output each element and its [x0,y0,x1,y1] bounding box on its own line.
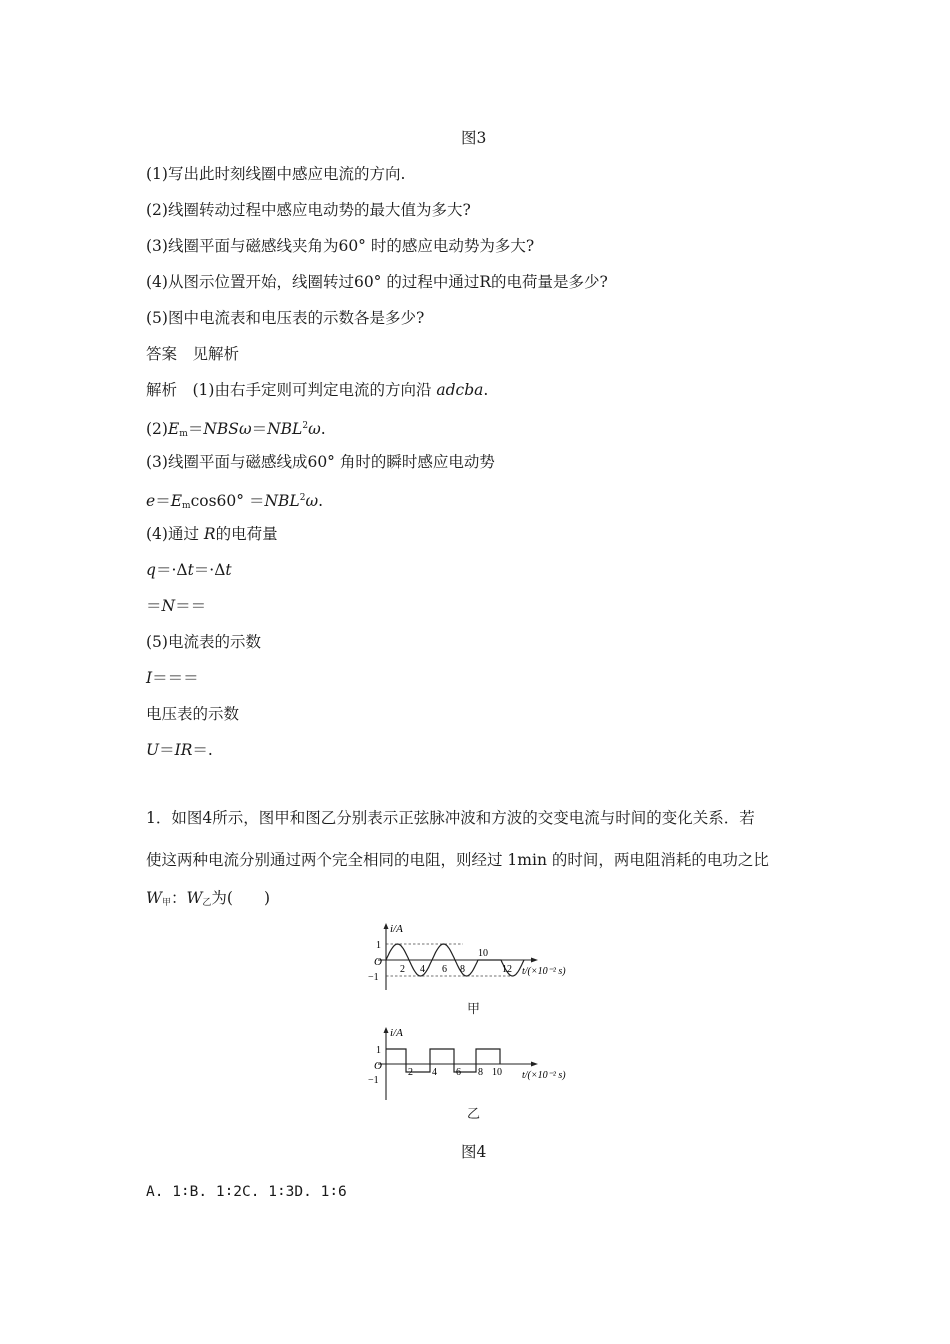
yi-origin: O [374,1060,382,1072]
problem-1-line-2: 使这两种电流分别通过两个完全相同的电阻，则经过 1min 的时间，两电阻消耗的电功之比 [146,851,769,869]
solution-step-4-formula-2: ＝N＝＝ [146,597,207,615]
problem-1-line-1: 1．如图4所示，图甲和图乙分别表示正弦脉冲波和方波的交变电流与时间的变化关系．若 [146,809,755,827]
yi-y-axis-label: i/A [390,1027,403,1039]
solution-step-4-formula-1: q＝·Δt＝·Δt [146,561,232,579]
yi-x-tick-6: 6 [456,1067,461,1078]
solution-step-4-text: (4)通过 R的电荷量 [146,525,278,543]
solution-step-3-formula: $e=E_m\cos 60^\circ =NBL^2\omega$. [146,492,324,511]
yi-x-tick-10: 10 [492,1067,502,1078]
answer-line: 答案 见解析 [146,345,240,363]
jia-tick-1: 1 [376,940,381,951]
answer-options: A. 1∶B. 1∶2C. 1∶3D. 1∶6 [146,1184,347,1200]
jia-x-tick-12: 12 [502,964,512,975]
figure-jia-label: 甲 [467,1002,481,1017]
jia-y-arrow [384,923,389,929]
yi-x-tick-4: 4 [432,1067,437,1078]
jia-x-axis-label: t/(×10⁻² s) [522,966,566,977]
yi-tick-1: 1 [376,1045,381,1056]
solution-step-3-text: (3)线圈平面与磁感线成60° 角时的瞬时感应电动势 [146,453,495,471]
jia-y-axis-label: i/A [390,923,403,935]
figure-4-caption: 图4 [461,1143,487,1161]
jia-x-tick-4: 4 [420,964,425,975]
question-2: (2)线圈转动过程中感应电动势的最大值为多大? [146,201,471,219]
jia-x-tick-8: 8 [460,964,465,975]
question-4: (4)从图示位置开始，线圈转过60° 的过程中通过R的电荷量是多少? [146,273,608,291]
question-3: (3)线圈平面与磁感线夹角为60° 时的感应电动势为多大? [146,237,535,255]
jia-origin: O [374,956,382,968]
jia-x-tick-2: 2 [400,964,405,975]
yi-x-arrow [531,1062,538,1067]
question-5: (5)图中电流表和电压表的示数各是多少? [146,309,425,327]
solution-step-5-formula-2: U＝IR＝. [146,741,213,759]
yi-x-axis-label: t/(×10⁻² s) [522,1070,566,1081]
question-1: (1)写出此时刻线圈中感应电流的方向. [146,165,406,183]
problem-1-line-3: $W_甲$：$W_乙$为( ) [146,889,271,908]
solution-step-5-text: (5)电流表的示数 [146,633,261,651]
figure-yi [364,1024,604,1104]
figure-yi-label: 乙 [467,1107,481,1122]
figure-3-caption: 图3 [461,129,487,147]
jia-x-tick-10: 10 [478,948,488,959]
yi-x-tick-8: 8 [478,1067,483,1078]
yi-x-tick-2: 2 [408,1067,413,1078]
jia-tick-neg1: −1 [368,972,379,983]
solution-step-5-voltage-text: 电压表的示数 [146,705,240,723]
jia-x-tick-6: 6 [442,964,447,975]
jia-x-arrow [531,958,538,963]
solution-step-1: 解析 (1)由右手定则可判定电流的方向沿 adcba. [146,381,489,399]
yi-y-arrow [384,1027,389,1033]
figure-jia [364,920,604,995]
solution-step-2: $(2)E_m=NBS\omega=NBL^2\omega$. [146,420,326,439]
yi-tick-neg1: −1 [368,1075,379,1086]
solution-step-5-formula-1: I＝＝＝ [146,669,199,687]
